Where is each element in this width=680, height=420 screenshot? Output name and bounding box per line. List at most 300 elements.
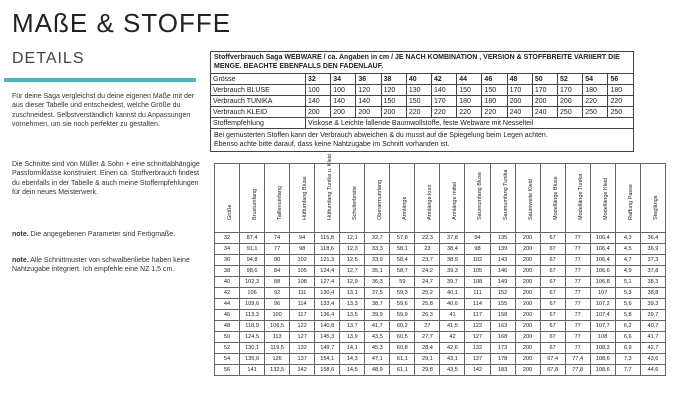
table-cell: 24,7 xyxy=(415,277,440,288)
consumption-cell: 170 xyxy=(532,85,557,96)
table-cell: 67 xyxy=(540,343,565,354)
consumption-cell: 180 xyxy=(608,85,634,96)
table-cell: 28,4 xyxy=(415,343,440,354)
table-cell: 23,7 xyxy=(415,255,440,266)
table-cell: 58,4 xyxy=(390,255,415,266)
table-cell: 57,8 xyxy=(390,233,415,244)
table-cell: 38,7 xyxy=(365,299,390,310)
fabric-consumption-table xyxy=(210,51,634,152)
table-cell: 127,4 xyxy=(315,277,340,288)
consumption-cell: 200 xyxy=(532,96,557,107)
table-cell: 37,8 xyxy=(440,233,465,244)
table-cell: 67 xyxy=(540,255,565,266)
consumption-row xyxy=(211,107,634,118)
table-cell: 119,5 xyxy=(265,343,290,354)
table-cell: 6,6 xyxy=(615,332,640,343)
table-cell: 36 xyxy=(215,255,240,266)
column-header xyxy=(640,164,665,233)
table-cell: 124,4 xyxy=(315,266,340,277)
table-cell: 5,1 xyxy=(615,277,640,288)
table-cell: 155 xyxy=(490,299,515,310)
consumption-cell: 220 xyxy=(432,107,457,118)
table-cell: 5,3 xyxy=(615,288,640,299)
table-cell: 77 xyxy=(565,332,590,343)
size-cell: 34 xyxy=(331,74,356,85)
table-cell: 102,3 xyxy=(240,277,265,288)
table-cell: 84 xyxy=(265,266,290,277)
column-header xyxy=(290,164,315,233)
recommendation-row xyxy=(211,118,634,129)
size-cell: 42 xyxy=(432,74,457,85)
table-cell: 41,7 xyxy=(365,321,390,332)
table-cell: 77,8 xyxy=(565,365,590,376)
consumption-cell: 200 xyxy=(356,107,381,118)
table-cell: 163 xyxy=(490,321,515,332)
consumption-cell: 180 xyxy=(583,85,608,96)
table-cell: 94 xyxy=(465,233,490,244)
table-cell: 140,8 xyxy=(315,321,340,332)
consumption-cell: 140 xyxy=(356,96,381,107)
table-cell: 42 xyxy=(215,288,240,299)
table-cell: 108,6 xyxy=(590,354,615,365)
size-cell: 50 xyxy=(532,74,557,85)
column-header-label: Saumumfang Tunika xyxy=(502,169,509,220)
accent-divider xyxy=(4,78,196,82)
column-header xyxy=(365,164,390,233)
table-cell: 122 xyxy=(290,321,315,332)
table-cell: 4,5 xyxy=(615,244,640,255)
consumption-cell: 170 xyxy=(507,85,532,96)
table-cell: 106,4 xyxy=(590,255,615,266)
column-header-label: Hüftumfang Bluse xyxy=(302,176,309,220)
size-cell: 54 xyxy=(583,74,608,85)
table-cell: 122 xyxy=(465,321,490,332)
table-cell: 41 xyxy=(440,310,465,321)
table-cell: 111 xyxy=(290,288,315,299)
consumption-cell: 170 xyxy=(558,85,583,96)
consumption-label: Verbrauch TUNIKA xyxy=(211,96,306,107)
table-cell: 6,9 xyxy=(615,343,640,354)
page-title: MAßE & STOFFE xyxy=(12,8,232,38)
table-cell: 40,7 xyxy=(640,321,665,332)
column-header-label: Oberarmumfang xyxy=(377,179,384,220)
table-cell: 77 xyxy=(565,255,590,266)
table-cell: 139 xyxy=(490,244,515,255)
table-cell: 67 xyxy=(540,244,565,255)
table-cell: 13,9 xyxy=(340,332,365,343)
table-cell: 13,1 xyxy=(340,288,365,299)
table-cell: 38 xyxy=(215,266,240,277)
consumption-cell: 200 xyxy=(381,107,406,118)
note-finished-measures xyxy=(12,230,202,239)
column-header-label: Armlänge kurz xyxy=(427,184,434,220)
construction-paragraph: Die Schnitte sind von Müller & Sohn + eine schnittabhängige Passformklasse konstruiert. Einen ca. Stoffverbrauch findest du ebenfalls in der Tabelle & auch meine Stoffempfehlungen für dein neues Meisterwerk. xyxy=(12,161,200,197)
column-header xyxy=(615,164,640,233)
table-cell: 67,8 xyxy=(540,365,565,376)
table-cell: 5,8 xyxy=(615,310,640,321)
table-cell: 133,4 xyxy=(315,299,340,310)
table-cell: 48 xyxy=(215,321,240,332)
table-cell: 77 xyxy=(265,244,290,255)
table-cell: 77 xyxy=(565,233,590,244)
note-label: note. xyxy=(12,257,29,264)
table-cell: 127 xyxy=(465,332,490,343)
table-cell: 43,1 xyxy=(440,354,465,365)
table-cell: 23 xyxy=(415,244,440,255)
table-cell: 127 xyxy=(290,332,315,343)
table-cell: 67 xyxy=(540,310,565,321)
table-row xyxy=(215,332,666,343)
table-cell: 14,3 xyxy=(340,354,365,365)
column-header-label: Hüftumfang Tunika u. Kleid xyxy=(327,153,334,220)
table-cell: 117 xyxy=(465,310,490,321)
column-header-label: Saumweite Kleid xyxy=(527,179,534,220)
table-cell: 5,6 xyxy=(615,299,640,310)
table-cell: 40,1 xyxy=(440,288,465,299)
table-cell: 43,5 xyxy=(365,332,390,343)
table-row xyxy=(215,354,666,365)
size-label: Grösse xyxy=(211,74,306,85)
table-cell: 67 xyxy=(540,299,565,310)
consumption-cell: 250 xyxy=(583,107,608,118)
table-cell: 42,6 xyxy=(440,343,465,354)
table-cell: 67 xyxy=(540,266,565,277)
table-cell: 13,3 xyxy=(340,299,365,310)
table-cell: 4,9 xyxy=(615,266,640,277)
table-cell: 107,4 xyxy=(590,310,615,321)
column-header-label: Saumumfang Bluse xyxy=(477,172,484,220)
table-row xyxy=(215,266,666,277)
size-cell: 48 xyxy=(507,74,532,85)
consumption-cell: 130 xyxy=(406,85,431,96)
column-header xyxy=(440,164,465,233)
table-cell: 87,4 xyxy=(240,233,265,244)
table-cell: 200 xyxy=(515,244,540,255)
table-cell: 12,5 xyxy=(340,255,365,266)
table-cell: 27 xyxy=(415,321,440,332)
table-cell: 183 xyxy=(490,365,515,376)
table-cell: 32,7 xyxy=(365,233,390,244)
table-cell: 38,3 xyxy=(640,277,665,288)
table-cell: 105 xyxy=(290,266,315,277)
note-text: Die angegebenen Parameter sind Fertigmaße. xyxy=(28,231,176,238)
table-cell: 118,6 xyxy=(315,244,340,255)
size-cell: 46 xyxy=(482,74,507,85)
table-cell: 54 xyxy=(215,354,240,365)
table-cell: 168 xyxy=(490,332,515,343)
consumption-row xyxy=(211,85,634,96)
table-cell: 107,7 xyxy=(590,321,615,332)
table-cell: 74 xyxy=(265,233,290,244)
table-cell: 43,5 xyxy=(440,365,465,376)
table-cell: 200 xyxy=(515,332,540,343)
column-header-label: Steglänge xyxy=(652,195,659,220)
table-cell: 12,7 xyxy=(340,266,365,277)
table-cell: 108 xyxy=(590,332,615,343)
table-cell: 94 xyxy=(290,233,315,244)
consumption-cell: 220 xyxy=(482,107,507,118)
table-cell: 34 xyxy=(215,244,240,255)
table-cell: 29,8 xyxy=(415,365,440,376)
table-cell: 108 xyxy=(290,277,315,288)
fabric-note-row xyxy=(211,129,634,152)
consumption-cell: 250 xyxy=(608,107,634,118)
table-cell: 130,4 xyxy=(315,288,340,299)
fabric-note-line: Ebenso achte bitte darauf, dass keine Nahtzugabe im Schnitt vorhanden ist. xyxy=(214,141,450,148)
consumption-cell: 200 xyxy=(331,107,356,118)
table-cell: 22,3 xyxy=(415,233,440,244)
size-row xyxy=(211,74,634,85)
size-cell: 44 xyxy=(457,74,482,85)
table-cell: 178 xyxy=(490,354,515,365)
column-header xyxy=(390,164,415,233)
table-cell: 33,9 xyxy=(365,255,390,266)
table-cell: 200 xyxy=(515,255,540,266)
consumption-label: Verbrauch BLUSE xyxy=(211,85,306,96)
table-cell: 200 xyxy=(515,266,540,277)
size-cell: 56 xyxy=(608,74,634,85)
consumption-cell: 100 xyxy=(331,85,356,96)
size-cell: 38 xyxy=(381,74,406,85)
column-header xyxy=(315,153,340,233)
table-row xyxy=(215,233,666,244)
consumption-cell: 140 xyxy=(306,96,331,107)
table-row xyxy=(215,277,666,288)
table-cell: 45,3 xyxy=(365,343,390,354)
table-cell: 96 xyxy=(265,299,290,310)
table-cell: 38,9 xyxy=(440,255,465,266)
table-cell: 50 xyxy=(215,332,240,343)
consumption-cell: 200 xyxy=(558,96,583,107)
table-cell: 102 xyxy=(465,255,490,266)
table-cell: 26,3 xyxy=(415,310,440,321)
table-cell: 46 xyxy=(215,310,240,321)
table-cell: 108,3 xyxy=(590,343,615,354)
table-cell: 114 xyxy=(290,299,315,310)
table-cell: 200 xyxy=(515,343,540,354)
consumption-cell: 100 xyxy=(306,85,331,96)
consumption-cell: 180 xyxy=(482,96,507,107)
table-cell: 136,4 xyxy=(315,310,340,321)
size-cell: 52 xyxy=(558,74,583,85)
table-cell: 108,6 xyxy=(590,365,615,376)
table-cell: 200 xyxy=(515,310,540,321)
table-cell: 39,7 xyxy=(440,277,465,288)
table-cell: 44 xyxy=(215,299,240,310)
table-cell: 173 xyxy=(490,343,515,354)
consumption-cell: 240 xyxy=(532,107,557,118)
table-cell: 39,9 xyxy=(365,310,390,321)
table-cell: 67,4 xyxy=(540,354,565,365)
table-cell: 56 xyxy=(215,365,240,376)
note-seam-allowance xyxy=(12,256,202,275)
table-cell: 124,5 xyxy=(240,332,265,343)
consumption-cell: 170 xyxy=(432,96,457,107)
table-cell: 106,6 xyxy=(590,266,615,277)
table-cell: 6,2 xyxy=(615,321,640,332)
table-cell: 14,1 xyxy=(340,343,365,354)
table-cell: 88 xyxy=(265,277,290,288)
table-cell: 52 xyxy=(215,343,240,354)
table-cell: 67 xyxy=(540,277,565,288)
consumption-label: Verbrauch KLEID xyxy=(211,107,306,118)
consumption-cell: 220 xyxy=(583,96,608,107)
size-cell: 40 xyxy=(406,74,431,85)
table-cell: 142 xyxy=(465,365,490,376)
table-cell: 13,5 xyxy=(340,310,365,321)
table-cell: 77 xyxy=(565,321,590,332)
table-cell: 102 xyxy=(290,255,315,266)
table-cell: 143 xyxy=(490,255,515,266)
consumption-cell: 140 xyxy=(432,85,457,96)
table-cell: 39,7 xyxy=(640,310,665,321)
table-cell: 59,9 xyxy=(390,310,415,321)
table-cell: 4,3 xyxy=(615,233,640,244)
table-cell: 25,8 xyxy=(415,299,440,310)
table-cell: 106,4 xyxy=(590,244,615,255)
column-header xyxy=(490,164,515,233)
table-cell: 13,7 xyxy=(340,321,365,332)
note-text: Alle Schnittmuster von schwalbenliebe haben keine Nahtzugabe integriert. Ich empfehle eine NZ 1,5 cm. xyxy=(12,257,190,274)
table-cell: 200 xyxy=(515,299,540,310)
table-cell: 67 xyxy=(540,332,565,343)
table-cell: 115,8 xyxy=(315,233,340,244)
table-cell: 121,3 xyxy=(315,255,340,266)
fabric-note xyxy=(211,129,634,152)
table-cell: 158,6 xyxy=(315,365,340,376)
table-cell: 132 xyxy=(465,343,490,354)
consumption-row xyxy=(211,96,634,107)
table-cell: 106,5 xyxy=(265,321,290,332)
table-row xyxy=(215,244,666,255)
intro-paragraph: Für deine Saga vergleichst du deine eigenen Maße mit der aus dieser Tabelle und entscheidest, welche Größe du zuschneidest. Selbstverständlich kannst du Anpassungen vornehmen, um sie noch perfekter zu gestalten. xyxy=(12,93,195,129)
table-cell: 77 xyxy=(565,266,590,277)
table-cell: 43,6 xyxy=(640,354,665,365)
consumption-cell: 250 xyxy=(558,107,583,118)
table-cell: 130,1 xyxy=(240,343,265,354)
column-header-label: Schulterbreite xyxy=(352,186,359,220)
table-cell: 106 xyxy=(240,288,265,299)
column-header-label: Brustumfang xyxy=(252,188,259,220)
table-cell: 200 xyxy=(515,288,540,299)
consumption-cell: 200 xyxy=(306,107,331,118)
table-cell: 94,8 xyxy=(240,255,265,266)
table-cell: 149 xyxy=(490,277,515,288)
table-cell: 113 xyxy=(265,332,290,343)
consumption-cell: 150 xyxy=(482,85,507,96)
table-cell: 77 xyxy=(565,343,590,354)
table-cell: 107 xyxy=(590,288,615,299)
fabric-note-line: Bei gemusterten Stoffen kann der Verbrauch abweichen & du musst auf die Spiegelung beim Legen achten. xyxy=(214,132,548,139)
consumption-cell: 150 xyxy=(381,96,406,107)
table-cell: 106,4 xyxy=(590,233,615,244)
table-cell: 158 xyxy=(490,310,515,321)
table-cell: 38,8 xyxy=(640,288,665,299)
table-cell: 107,2 xyxy=(590,299,615,310)
table-cell: 36,9 xyxy=(640,244,665,255)
table-cell: 135 xyxy=(490,233,515,244)
table-cell: 7,3 xyxy=(615,354,640,365)
table-cell: 137 xyxy=(465,354,490,365)
table-cell: 7,7 xyxy=(615,365,640,376)
consumption-cell: 120 xyxy=(381,85,406,96)
table-cell: 77 xyxy=(565,299,590,310)
table-cell: 200 xyxy=(515,277,540,288)
table-cell: 118,9 xyxy=(240,321,265,332)
table-cell: 152 xyxy=(490,288,515,299)
table-row xyxy=(215,288,666,299)
table-cell: 41,7 xyxy=(640,332,665,343)
column-header xyxy=(415,164,440,233)
table-cell: 44,6 xyxy=(640,365,665,376)
table-cell: 145,3 xyxy=(315,332,340,343)
table-cell: 137 xyxy=(290,354,315,365)
table-cell: 108 xyxy=(465,277,490,288)
table-row xyxy=(215,343,666,354)
table-cell: 60,2 xyxy=(390,321,415,332)
table-cell: 61,1 xyxy=(390,354,415,365)
table-cell: 12,1 xyxy=(340,233,365,244)
table-cell: 98 xyxy=(465,244,490,255)
column-header xyxy=(465,164,490,233)
consumption-cell: 200 xyxy=(507,96,532,107)
table-row xyxy=(215,321,666,332)
table-cell: 149,7 xyxy=(315,343,340,354)
column-header-label: Taillenumfang xyxy=(277,186,284,220)
table-cell: 77 xyxy=(565,288,590,299)
table-cell: 12,9 xyxy=(340,277,365,288)
consumption-cell: 220 xyxy=(457,107,482,118)
table-cell: 106,8 xyxy=(590,277,615,288)
table-cell: 33,3 xyxy=(365,244,390,255)
table-cell: 109,6 xyxy=(240,299,265,310)
table-cell: 142 xyxy=(290,365,315,376)
table-cell: 32 xyxy=(215,233,240,244)
table-cell: 77 xyxy=(565,244,590,255)
table-cell: 111 xyxy=(465,288,490,299)
column-header xyxy=(540,164,565,233)
table-cell: 200 xyxy=(515,354,540,365)
size-cell: 32 xyxy=(306,74,331,85)
table-cell: 117 xyxy=(290,310,315,321)
table-cell: 58,1 xyxy=(390,244,415,255)
size-cell: 36 xyxy=(356,74,381,85)
table-cell: 77 xyxy=(565,310,590,321)
table-cell: 42,7 xyxy=(640,343,665,354)
table-cell: 77 xyxy=(565,277,590,288)
note-label: note. xyxy=(12,231,29,238)
section-subtitle: DETAILS xyxy=(12,50,85,67)
recommendation-label: Stoffempfehlung xyxy=(211,118,306,129)
table-cell: 100 xyxy=(265,310,290,321)
table-cell: 59,6 xyxy=(390,299,415,310)
table-cell: 59 xyxy=(390,277,415,288)
column-header xyxy=(340,164,365,233)
table-cell: 60,5 xyxy=(390,332,415,343)
table-cell: 40 xyxy=(215,277,240,288)
table-cell: 60,8 xyxy=(390,343,415,354)
table-cell: 80 xyxy=(265,255,290,266)
column-header-label: Modellänge Bluse xyxy=(552,176,559,220)
consumption-cell: 220 xyxy=(608,96,634,107)
table-cell: 98,6 xyxy=(240,266,265,277)
column-header-label: Modellänge Tunika xyxy=(577,173,584,220)
column-header xyxy=(215,164,240,233)
measurement-table xyxy=(214,153,666,376)
column-header-label: Armlänge mittel xyxy=(452,181,459,220)
table-cell: 12,3 xyxy=(340,244,365,255)
column-header xyxy=(515,164,540,233)
